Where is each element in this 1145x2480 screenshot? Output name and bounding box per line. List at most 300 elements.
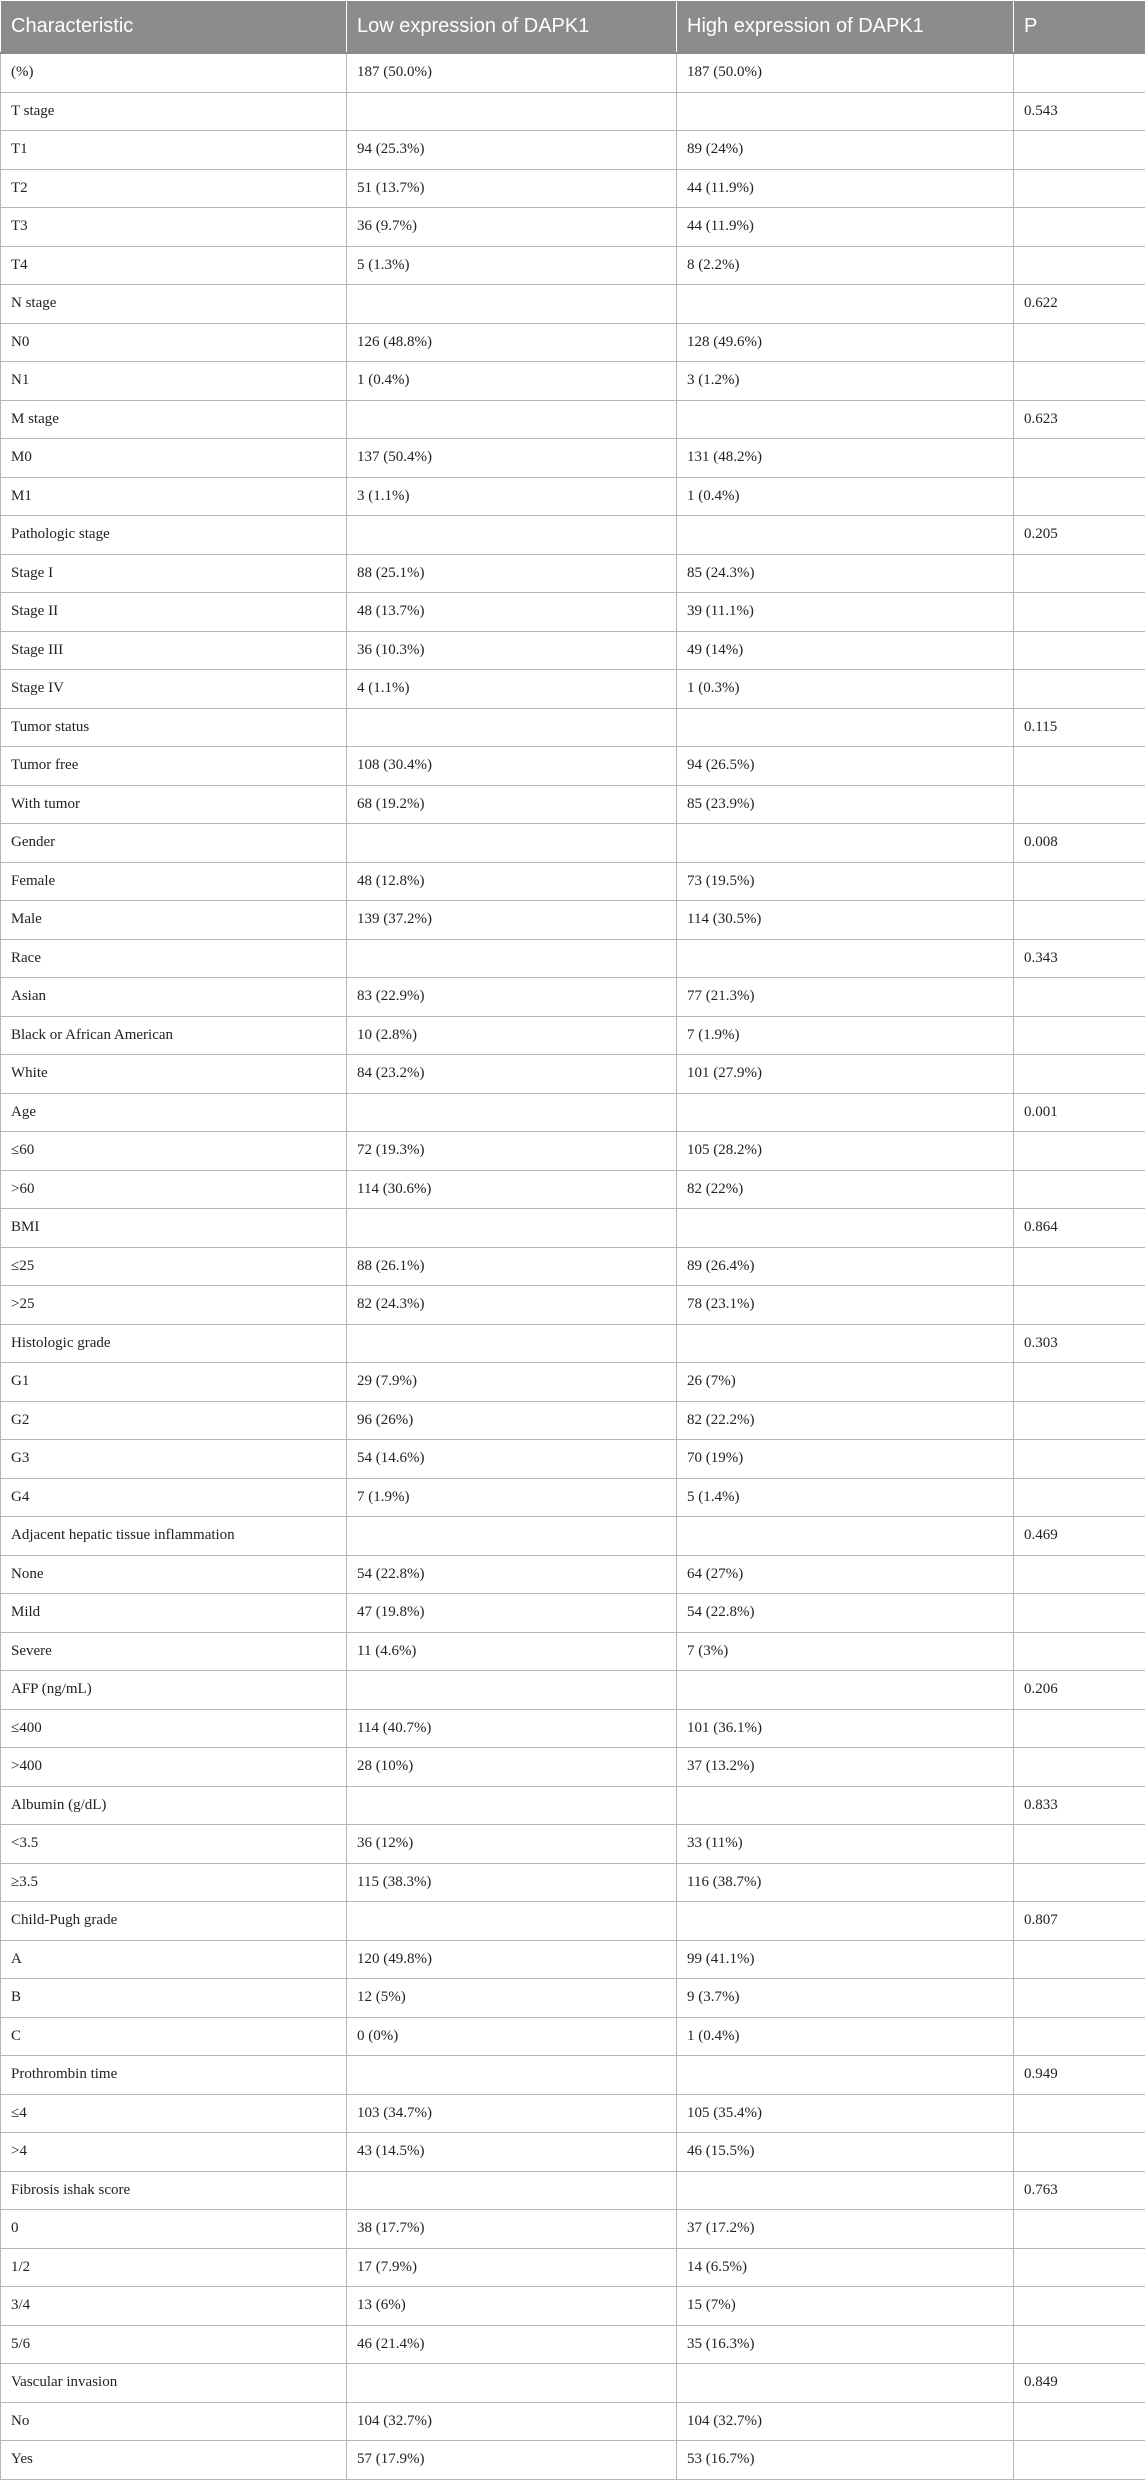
cell-low-expression: 28 (10%)	[347, 1748, 677, 1787]
cell-p-value	[1014, 1401, 1145, 1440]
cell-p-value	[1014, 1748, 1145, 1787]
cell-characteristic: 5/6	[1, 2325, 347, 2364]
cell-low-expression: 36 (9.7%)	[347, 208, 677, 247]
cell-high-expression: 104 (32.7%)	[677, 2402, 1014, 2441]
cell-p-value	[1014, 978, 1145, 1017]
cell-high-expression: 85 (24.3%)	[677, 554, 1014, 593]
cell-p-value	[1014, 1363, 1145, 1402]
cell-p-value	[1014, 2441, 1145, 2480]
cell-characteristic: >400	[1, 1748, 347, 1787]
table-row	[1, 708, 1145, 747]
cell-high-expression	[677, 1902, 1014, 1941]
cell-high-expression: 49 (14%)	[677, 631, 1014, 670]
cell-high-expression	[677, 400, 1014, 439]
cell-characteristic: Mild	[1, 1594, 347, 1633]
cell-high-expression: 78 (23.1%)	[677, 1286, 1014, 1325]
cell-low-expression: 43 (14.5%)	[347, 2133, 677, 2172]
cell-low-expression: 1 (0.4%)	[347, 362, 677, 401]
cell-high-expression: 116 (38.7%)	[677, 1863, 1014, 1902]
table-row	[1, 2056, 1145, 2095]
cell-high-expression: 44 (11.9%)	[677, 208, 1014, 247]
cell-high-expression: 37 (17.2%)	[677, 2210, 1014, 2249]
table-row	[1, 2171, 1145, 2210]
cell-p-value	[1014, 208, 1145, 247]
cell-characteristic: N1	[1, 362, 347, 401]
cell-high-expression: 1 (0.4%)	[677, 2017, 1014, 2056]
cell-p-value: 0.115	[1014, 708, 1145, 747]
table-row	[1, 670, 1145, 709]
cell-low-expression: 115 (38.3%)	[347, 1863, 677, 1902]
table-row	[1, 2248, 1145, 2287]
cell-high-expression	[677, 92, 1014, 131]
header-p-value: P	[1014, 1, 1145, 54]
cell-p-value	[1014, 2402, 1145, 2441]
table-row	[1, 323, 1145, 362]
cell-p-value	[1014, 1709, 1145, 1748]
cell-p-value	[1014, 1478, 1145, 1517]
cell-p-value	[1014, 2248, 1145, 2287]
table-row	[1, 939, 1145, 978]
cell-characteristic: T4	[1, 246, 347, 285]
table-row	[1, 92, 1145, 131]
cell-p-value	[1014, 362, 1145, 401]
cell-characteristic: M stage	[1, 400, 347, 439]
table-row	[1, 2364, 1145, 2403]
cell-p-value	[1014, 53, 1145, 92]
cell-p-value	[1014, 439, 1145, 478]
cell-characteristic: Pathologic stage	[1, 516, 347, 555]
cell-low-expression	[347, 1786, 677, 1825]
header-low-expression: Low expression of DAPK1	[347, 1, 677, 54]
cell-characteristic: Albumin (g/dL)	[1, 1786, 347, 1825]
cell-low-expression: 83 (22.9%)	[347, 978, 677, 1017]
table-row	[1, 1786, 1145, 1825]
cell-p-value	[1014, 593, 1145, 632]
cell-p-value	[1014, 1247, 1145, 1286]
cell-p-value	[1014, 1170, 1145, 1209]
cell-high-expression: 128 (49.6%)	[677, 323, 1014, 362]
cell-characteristic: ≤400	[1, 1709, 347, 1748]
cell-low-expression: 10 (2.8%)	[347, 1016, 677, 1055]
table-row	[1, 824, 1145, 863]
cell-low-expression	[347, 708, 677, 747]
cell-high-expression	[677, 1324, 1014, 1363]
cell-low-expression: 36 (10.3%)	[347, 631, 677, 670]
cell-p-value	[1014, 2094, 1145, 2133]
cell-characteristic: ≥3.5	[1, 1863, 347, 1902]
cell-characteristic: >25	[1, 1286, 347, 1325]
table-row	[1, 1401, 1145, 1440]
cell-low-expression: 82 (24.3%)	[347, 1286, 677, 1325]
cell-characteristic: Male	[1, 901, 347, 940]
cell-low-expression: 13 (6%)	[347, 2287, 677, 2326]
cell-low-expression: 84 (23.2%)	[347, 1055, 677, 1094]
table-row	[1, 1979, 1145, 2018]
cell-low-expression: 7 (1.9%)	[347, 1478, 677, 1517]
cell-low-expression	[347, 92, 677, 131]
cell-characteristic: Race	[1, 939, 347, 978]
table-row	[1, 477, 1145, 516]
cell-p-value	[1014, 670, 1145, 709]
cell-p-value	[1014, 747, 1145, 786]
cell-high-expression: 99 (41.1%)	[677, 1940, 1014, 1979]
cell-low-expression: 54 (22.8%)	[347, 1555, 677, 1594]
cell-high-expression: 85 (23.9%)	[677, 785, 1014, 824]
cell-low-expression: 17 (7.9%)	[347, 2248, 677, 2287]
cell-low-expression: 48 (12.8%)	[347, 862, 677, 901]
cell-high-expression: 105 (35.4%)	[677, 2094, 1014, 2133]
table-row	[1, 1286, 1145, 1325]
cell-p-value	[1014, 477, 1145, 516]
cell-characteristic: ≤25	[1, 1247, 347, 1286]
cell-characteristic: Prothrombin time	[1, 2056, 347, 2095]
cell-p-value: 0.833	[1014, 1786, 1145, 1825]
cell-characteristic: Tumor free	[1, 747, 347, 786]
header-row	[1, 1, 1145, 54]
cell-low-expression: 68 (19.2%)	[347, 785, 677, 824]
cell-high-expression	[677, 1209, 1014, 1248]
cell-low-expression	[347, 2056, 677, 2095]
cell-high-expression	[677, 1671, 1014, 1710]
cell-p-value	[1014, 1055, 1145, 1094]
cell-p-value: 0.623	[1014, 400, 1145, 439]
table-row	[1, 1440, 1145, 1479]
cell-low-expression	[347, 939, 677, 978]
cell-characteristic: Stage II	[1, 593, 347, 632]
cell-p-value: 0.343	[1014, 939, 1145, 978]
cell-characteristic: None	[1, 1555, 347, 1594]
cell-characteristic: Gender	[1, 824, 347, 863]
cell-p-value	[1014, 169, 1145, 208]
cell-high-expression	[677, 2171, 1014, 2210]
cell-high-expression: 33 (11%)	[677, 1825, 1014, 1864]
cell-high-expression: 77 (21.3%)	[677, 978, 1014, 1017]
cell-low-expression	[347, 1517, 677, 1556]
cell-p-value: 0.469	[1014, 1517, 1145, 1556]
table-row	[1, 1671, 1145, 1710]
cell-characteristic: Female	[1, 862, 347, 901]
cell-low-expression: 108 (30.4%)	[347, 747, 677, 786]
table-row	[1, 169, 1145, 208]
cell-low-expression: 4 (1.1%)	[347, 670, 677, 709]
cell-p-value	[1014, 2017, 1145, 2056]
cell-p-value: 0.763	[1014, 2171, 1145, 2210]
table-row	[1, 554, 1145, 593]
table-row	[1, 1825, 1145, 1864]
table-row	[1, 53, 1145, 92]
table-row	[1, 862, 1145, 901]
cell-high-expression: 1 (0.3%)	[677, 670, 1014, 709]
cell-low-expression: 187 (50.0%)	[347, 53, 677, 92]
cell-low-expression	[347, 1902, 677, 1941]
cell-p-value	[1014, 323, 1145, 362]
cell-low-expression: 46 (21.4%)	[347, 2325, 677, 2364]
cell-high-expression: 187 (50.0%)	[677, 53, 1014, 92]
cell-low-expression: 72 (19.3%)	[347, 1132, 677, 1171]
cell-high-expression: 7 (3%)	[677, 1632, 1014, 1671]
cell-high-expression: 53 (16.7%)	[677, 2441, 1014, 2480]
cell-characteristic: Tumor status	[1, 708, 347, 747]
cell-low-expression: 5 (1.3%)	[347, 246, 677, 285]
table-header	[1, 1, 1145, 54]
header-high-expression: High expression of DAPK1	[677, 1, 1014, 54]
table-row	[1, 1632, 1145, 1671]
table-row	[1, 1940, 1145, 1979]
cell-low-expression: 12 (5%)	[347, 1979, 677, 2018]
table-row	[1, 1170, 1145, 1209]
table-row	[1, 631, 1145, 670]
table-row	[1, 1093, 1145, 1132]
cell-low-expression: 104 (32.7%)	[347, 2402, 677, 2441]
cell-characteristic: Stage IV	[1, 670, 347, 709]
table-row	[1, 1209, 1145, 1248]
cell-high-expression: 44 (11.9%)	[677, 169, 1014, 208]
table-row	[1, 1478, 1145, 1517]
cell-low-expression: 96 (26%)	[347, 1401, 677, 1440]
cell-p-value: 0.622	[1014, 285, 1145, 324]
cell-low-expression: 114 (30.6%)	[347, 1170, 677, 1209]
cell-characteristic: Yes	[1, 2441, 347, 2480]
table-row	[1, 246, 1145, 285]
cell-high-expression: 54 (22.8%)	[677, 1594, 1014, 1633]
cell-high-expression: 46 (15.5%)	[677, 2133, 1014, 2172]
table-row	[1, 785, 1145, 824]
cell-characteristic: <3.5	[1, 1825, 347, 1864]
table-row	[1, 2441, 1145, 2480]
table-row	[1, 2210, 1145, 2249]
cell-p-value	[1014, 2287, 1145, 2326]
cell-low-expression: 57 (17.9%)	[347, 2441, 677, 2480]
cell-characteristic: ≤60	[1, 1132, 347, 1171]
cell-characteristic: C	[1, 2017, 347, 2056]
cell-characteristic: >4	[1, 2133, 347, 2172]
cell-p-value	[1014, 1286, 1145, 1325]
cell-p-value	[1014, 901, 1145, 940]
table-row	[1, 747, 1145, 786]
cell-p-value: 0.807	[1014, 1902, 1145, 1941]
cell-p-value	[1014, 131, 1145, 170]
cell-high-expression: 37 (13.2%)	[677, 1748, 1014, 1787]
cell-characteristic: AFP (ng/mL)	[1, 1671, 347, 1710]
cell-high-expression: 8 (2.2%)	[677, 246, 1014, 285]
cell-characteristic: T3	[1, 208, 347, 247]
table-row	[1, 2094, 1145, 2133]
table-row	[1, 2017, 1145, 2056]
cell-low-expression: 139 (37.2%)	[347, 901, 677, 940]
cell-p-value	[1014, 1863, 1145, 1902]
table-row	[1, 1709, 1145, 1748]
cell-high-expression	[677, 708, 1014, 747]
table-row	[1, 1016, 1145, 1055]
cell-low-expression	[347, 400, 677, 439]
cell-p-value	[1014, 785, 1145, 824]
cell-characteristic: >60	[1, 1170, 347, 1209]
cell-characteristic: Adjacent hepatic tissue inflammation	[1, 1517, 347, 1556]
cell-p-value	[1014, 2325, 1145, 2364]
table-row	[1, 1555, 1145, 1594]
cell-high-expression	[677, 2364, 1014, 2403]
cell-p-value	[1014, 2133, 1145, 2172]
cell-p-value	[1014, 1632, 1145, 1671]
cell-low-expression: 126 (48.8%)	[347, 323, 677, 362]
cell-low-expression	[347, 285, 677, 324]
cell-characteristic: Age	[1, 1093, 347, 1132]
cell-p-value	[1014, 1440, 1145, 1479]
cell-characteristic: G3	[1, 1440, 347, 1479]
cell-p-value: 0.864	[1014, 1209, 1145, 1248]
table-row	[1, 1363, 1145, 1402]
table-body	[1, 53, 1145, 2479]
cell-characteristic: M1	[1, 477, 347, 516]
cell-characteristic: Fibrosis ishak score	[1, 2171, 347, 2210]
cell-high-expression: 82 (22.2%)	[677, 1401, 1014, 1440]
cell-characteristic: A	[1, 1940, 347, 1979]
cell-high-expression	[677, 1093, 1014, 1132]
cell-low-expression: 0 (0%)	[347, 2017, 677, 2056]
cell-high-expression: 101 (27.9%)	[677, 1055, 1014, 1094]
cell-low-expression: 88 (26.1%)	[347, 1247, 677, 1286]
table-row	[1, 1594, 1145, 1633]
cell-characteristic: N0	[1, 323, 347, 362]
cell-characteristic: Vascular invasion	[1, 2364, 347, 2403]
cell-p-value	[1014, 2210, 1145, 2249]
table-row	[1, 1517, 1145, 1556]
cell-high-expression: 7 (1.9%)	[677, 1016, 1014, 1055]
cell-p-value	[1014, 631, 1145, 670]
cell-low-expression: 94 (25.3%)	[347, 131, 677, 170]
cell-low-expression	[347, 2364, 677, 2403]
cell-characteristic: Histologic grade	[1, 1324, 347, 1363]
header-characteristic: Characteristic	[1, 1, 347, 54]
table-row	[1, 1324, 1145, 1363]
cell-low-expression: 51 (13.7%)	[347, 169, 677, 208]
cell-high-expression: 105 (28.2%)	[677, 1132, 1014, 1171]
table-row	[1, 1902, 1145, 1941]
cell-high-expression: 82 (22%)	[677, 1170, 1014, 1209]
cell-high-expression: 89 (26.4%)	[677, 1247, 1014, 1286]
cell-high-expression	[677, 285, 1014, 324]
cell-low-expression: 114 (40.7%)	[347, 1709, 677, 1748]
cell-low-expression: 137 (50.4%)	[347, 439, 677, 478]
cell-high-expression	[677, 516, 1014, 555]
cell-characteristic: T1	[1, 131, 347, 170]
cell-high-expression: 26 (7%)	[677, 1363, 1014, 1402]
cell-characteristic: Stage I	[1, 554, 347, 593]
cell-characteristic: ≤4	[1, 2094, 347, 2133]
cell-low-expression: 11 (4.6%)	[347, 1632, 677, 1671]
cell-low-expression: 88 (25.1%)	[347, 554, 677, 593]
cell-characteristic: Child-Pugh grade	[1, 1902, 347, 1941]
cell-p-value: 0.001	[1014, 1093, 1145, 1132]
cell-low-expression	[347, 1093, 677, 1132]
table-row	[1, 593, 1145, 632]
cell-high-expression: 5 (1.4%)	[677, 1478, 1014, 1517]
cell-low-expression	[347, 1209, 677, 1248]
cell-high-expression: 89 (24%)	[677, 131, 1014, 170]
cell-high-expression	[677, 2056, 1014, 2095]
cell-low-expression: 3 (1.1%)	[347, 477, 677, 516]
cell-p-value	[1014, 862, 1145, 901]
cell-characteristic: No	[1, 2402, 347, 2441]
cell-high-expression: 9 (3.7%)	[677, 1979, 1014, 2018]
cell-high-expression	[677, 1517, 1014, 1556]
table-row	[1, 901, 1145, 940]
table-row	[1, 1055, 1145, 1094]
cell-high-expression: 14 (6.5%)	[677, 2248, 1014, 2287]
cell-p-value	[1014, 1940, 1145, 1979]
cell-low-expression	[347, 516, 677, 555]
cell-p-value	[1014, 1825, 1145, 1864]
cell-characteristic: 3/4	[1, 2287, 347, 2326]
cell-characteristic: G2	[1, 1401, 347, 1440]
cell-p-value: 0.303	[1014, 1324, 1145, 1363]
cell-p-value: 0.205	[1014, 516, 1145, 555]
cell-high-expression: 3 (1.2%)	[677, 362, 1014, 401]
cell-high-expression: 94 (26.5%)	[677, 747, 1014, 786]
cell-characteristic: Stage III	[1, 631, 347, 670]
cell-high-expression: 70 (19%)	[677, 1440, 1014, 1479]
cell-high-expression: 64 (27%)	[677, 1555, 1014, 1594]
table-row	[1, 439, 1145, 478]
table-row	[1, 516, 1145, 555]
cell-low-expression: 54 (14.6%)	[347, 1440, 677, 1479]
table-row	[1, 2287, 1145, 2326]
cell-high-expression: 114 (30.5%)	[677, 901, 1014, 940]
cell-p-value: 0.849	[1014, 2364, 1145, 2403]
cell-characteristic: 1/2	[1, 2248, 347, 2287]
cell-characteristic: Black or African American	[1, 1016, 347, 1055]
cell-low-expression: 120 (49.8%)	[347, 1940, 677, 1979]
cell-high-expression: 39 (11.1%)	[677, 593, 1014, 632]
cell-characteristic: M0	[1, 439, 347, 478]
table-row	[1, 1132, 1145, 1171]
table-row	[1, 400, 1145, 439]
cell-high-expression: 73 (19.5%)	[677, 862, 1014, 901]
table-row	[1, 1748, 1145, 1787]
cell-high-expression: 101 (36.1%)	[677, 1709, 1014, 1748]
cell-characteristic: BMI	[1, 1209, 347, 1248]
cell-low-expression: 36 (12%)	[347, 1825, 677, 1864]
cell-characteristic: Asian	[1, 978, 347, 1017]
table-row	[1, 131, 1145, 170]
cell-characteristic: T2	[1, 169, 347, 208]
cell-low-expression: 29 (7.9%)	[347, 1363, 677, 1402]
cell-p-value	[1014, 554, 1145, 593]
cell-low-expression	[347, 2171, 677, 2210]
cell-p-value: 0.206	[1014, 1671, 1145, 1710]
cell-characteristic: G4	[1, 1478, 347, 1517]
cell-low-expression: 48 (13.7%)	[347, 593, 677, 632]
cell-high-expression: 131 (48.2%)	[677, 439, 1014, 478]
cell-p-value	[1014, 246, 1145, 285]
table-row	[1, 2133, 1145, 2172]
cell-characteristic: 0	[1, 2210, 347, 2249]
cell-high-expression: 35 (16.3%)	[677, 2325, 1014, 2364]
cell-low-expression	[347, 1324, 677, 1363]
table-row	[1, 1863, 1145, 1902]
cell-p-value	[1014, 1594, 1145, 1633]
cell-p-value	[1014, 1555, 1145, 1594]
cell-characteristic: G1	[1, 1363, 347, 1402]
cell-p-value	[1014, 1979, 1145, 2018]
cell-high-expression: 15 (7%)	[677, 2287, 1014, 2326]
cell-low-expression	[347, 1671, 677, 1710]
cell-characteristic: With tumor	[1, 785, 347, 824]
cell-low-expression: 38 (17.7%)	[347, 2210, 677, 2249]
cell-high-expression	[677, 824, 1014, 863]
table-row	[1, 208, 1145, 247]
cell-low-expression: 103 (34.7%)	[347, 2094, 677, 2133]
